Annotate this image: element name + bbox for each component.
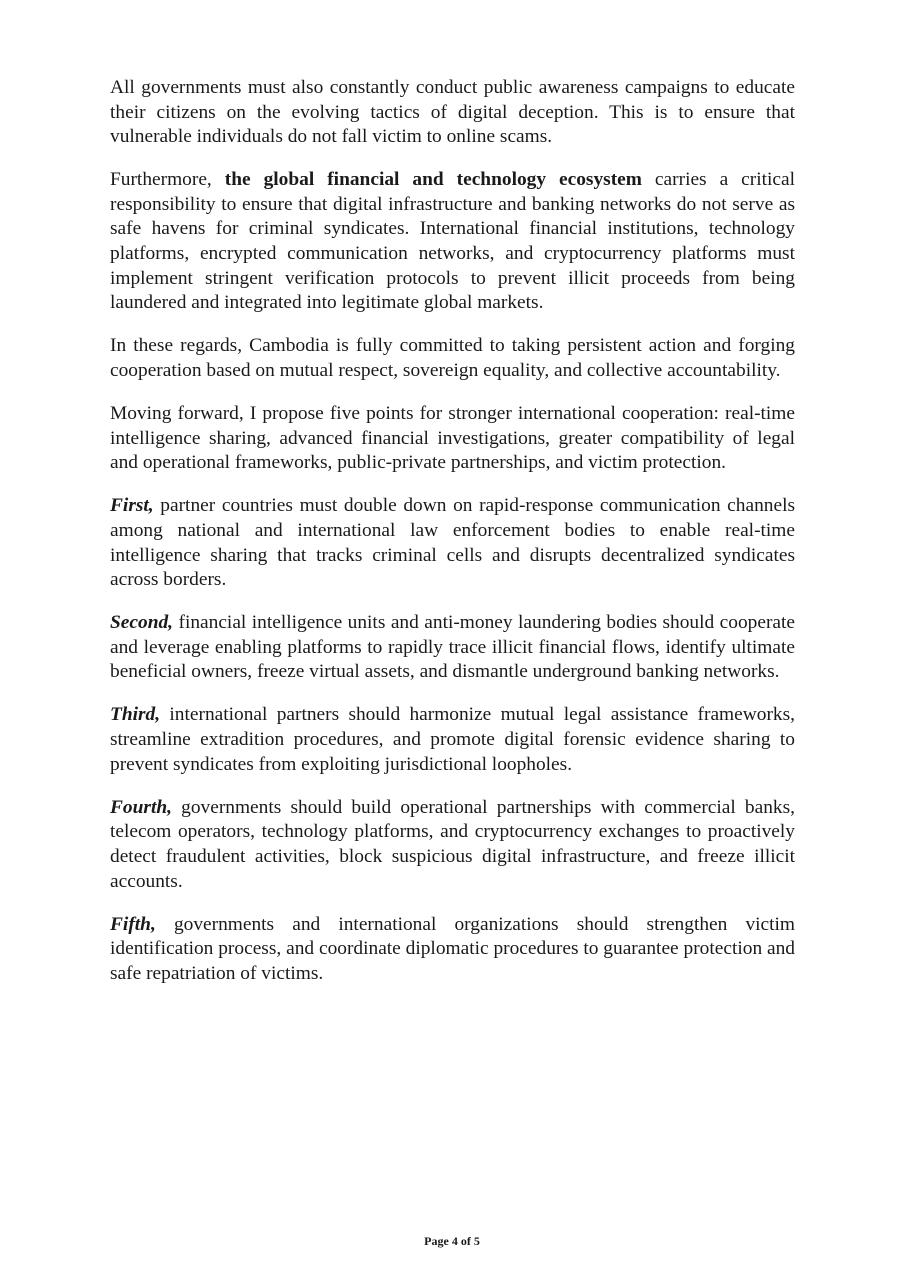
paragraph-text: carries a critical responsibility to ensure that digital infrastructure and banking networks do not serve as safe havens for criminal syndicates. International financial institutions, technology platforms, encrypted communication networks, and cryptocurrency platforms must implement stringent verification protocols to prevent illicit proceeds from being laundered and integrated into legitimate global markets.	[110, 169, 796, 314]
point-lead: Second,	[110, 612, 174, 634]
paragraph-point-first	[110, 494, 795, 592]
paragraph-point-fifth	[110, 913, 795, 987]
point-lead: First,	[110, 495, 154, 517]
paragraph-point-second	[110, 611, 795, 685]
point-lead: Fourth,	[110, 796, 172, 818]
paragraph-text: financial intelligence units and anti-money laundering bodies should cooperate and leverage enabling platforms to rapidly trace illicit financial flows, identify ultimate beneficial owners, freeze virtual assets, and dismantle underground banking networks.	[110, 612, 795, 683]
paragraph-text: In these regards, Cambodia is fully committed to taking persistent action and forging cooperation based on mutual respect, sovereign equality, and collective accountability.	[110, 335, 795, 381]
paragraph-five-points	[110, 402, 795, 476]
point-lead: Third,	[110, 704, 161, 726]
emphasis-text: the global financial and technology ecosystem	[224, 169, 642, 191]
page-number-footer: Page 4 of 5	[424, 1234, 480, 1248]
paragraph-text: international partners should harmonize mutual legal assistance frameworks, streamline extradition procedures, and promote digital forensic evidence sharing to prevent syndicates from exploiting jurisdictional loopholes.	[110, 704, 795, 775]
paragraph-text: All governments must also constantly conduct public awareness campaigns to educate their citizens on the evolving tactics of digital deception. This is to ensure that vulnerable individuals do not fall victim to online scams.	[110, 77, 795, 148]
point-lead: Fifth,	[110, 913, 156, 935]
paragraph-text: partner countries must double down on rapid-response communication channels among national and international law enforcement bodies to enable real-time intelligence sharing that tracks criminal cells and disrupts decentralized syndicates across borders.	[110, 495, 795, 591]
paragraph-cambodia-commitment	[110, 334, 795, 383]
document-body	[110, 76, 795, 1005]
paragraph-text: Moving forward, I propose five points for stronger international cooperation: real-time intelligence sharing, advanced financial investigations, greater compatibility of legal and operational frameworks, public-private partnerships, and victim protection.	[110, 403, 795, 474]
paragraph-text: Furthermore,	[110, 169, 225, 191]
paragraph-text: governments should build operational partnerships with commercial banks, telecom operators, technology platforms, and cryptocurrency exchanges to proactively detect fraudulent activities, block suspicious digital infrastructure, and freeze illicit accounts.	[110, 796, 795, 892]
paragraph-text: governments and international organizations should strengthen victim identification process, and coordinate diplomatic procedures to guarantee protection and safe repatriation of victims.	[110, 913, 795, 984]
paragraph-point-fourth	[110, 796, 795, 894]
paragraph-financial-ecosystem	[110, 168, 795, 316]
paragraph-public-awareness	[110, 76, 795, 150]
paragraph-point-third	[110, 703, 795, 777]
